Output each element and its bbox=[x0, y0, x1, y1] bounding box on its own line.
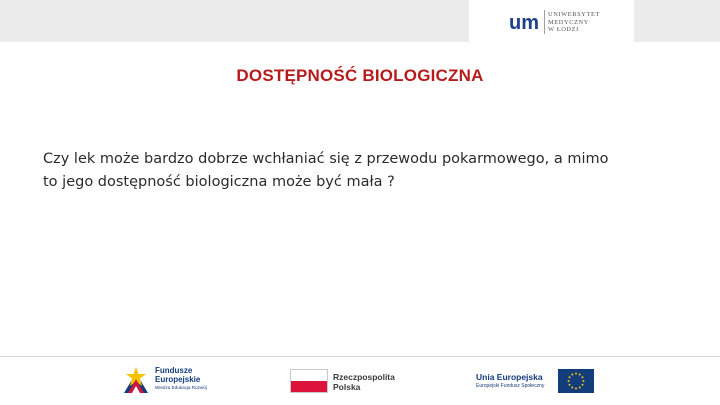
body-line-2: to jego dostępność biologiczna może być mała ? bbox=[43, 174, 395, 190]
eu-star-icon bbox=[569, 384, 571, 386]
university-name-line-1: UNIWERSYTET bbox=[548, 11, 601, 18]
eu-star-icon bbox=[583, 380, 585, 382]
poland-logo bbox=[333, 373, 395, 392]
university-name bbox=[548, 11, 600, 34]
polish-flag-icon bbox=[290, 369, 328, 393]
university-name-line-2: MEDYCZNY bbox=[548, 18, 590, 26]
footer-divider bbox=[0, 356, 720, 357]
eu-flag-icon bbox=[558, 369, 594, 393]
eu-star-icon bbox=[582, 384, 584, 386]
eu-star-icon bbox=[571, 387, 573, 389]
logo-divider bbox=[544, 10, 545, 34]
um-logo-glyph: um bbox=[509, 12, 539, 32]
eu-star-icon bbox=[582, 376, 584, 378]
eu-star-icon bbox=[579, 387, 581, 389]
university-name-line-3: W ŁODZI bbox=[548, 26, 579, 33]
european-funds-logo bbox=[155, 367, 207, 391]
poland-name-2: Polska bbox=[333, 381, 361, 392]
eu-name: Unia Europejska bbox=[476, 372, 543, 382]
um-logo-mark bbox=[509, 12, 539, 32]
body-line-1: Czy lek może bardzo dobrze wchłaniać się z przewodu pokarmowego, a mimo bbox=[43, 151, 609, 167]
european-funds-name-1: Fundusze bbox=[155, 366, 193, 375]
eu-logo-text bbox=[476, 373, 544, 390]
slide-body bbox=[43, 148, 683, 194]
eu-star-icon bbox=[568, 380, 570, 382]
slide-title: DOSTĘPNOŚĆ BIOLOGICZNA bbox=[236, 66, 484, 85]
eu-star-icon bbox=[569, 376, 571, 378]
poland-name-1: Rzeczpospolita bbox=[333, 372, 395, 382]
university-logo bbox=[469, 0, 634, 42]
eu-star-icon bbox=[579, 374, 581, 376]
eu-star-icon bbox=[575, 388, 577, 390]
european-funds-name-2: Europejskie bbox=[155, 374, 201, 384]
european-funds-star-icon bbox=[122, 365, 152, 395]
eu-star-icon bbox=[571, 374, 573, 376]
eu-star-icon bbox=[575, 373, 577, 375]
eu-fund: Europejski Fundusz Społeczny bbox=[476, 382, 545, 389]
european-funds-program: Wiedza Edukacja Rozwój bbox=[155, 385, 207, 390]
